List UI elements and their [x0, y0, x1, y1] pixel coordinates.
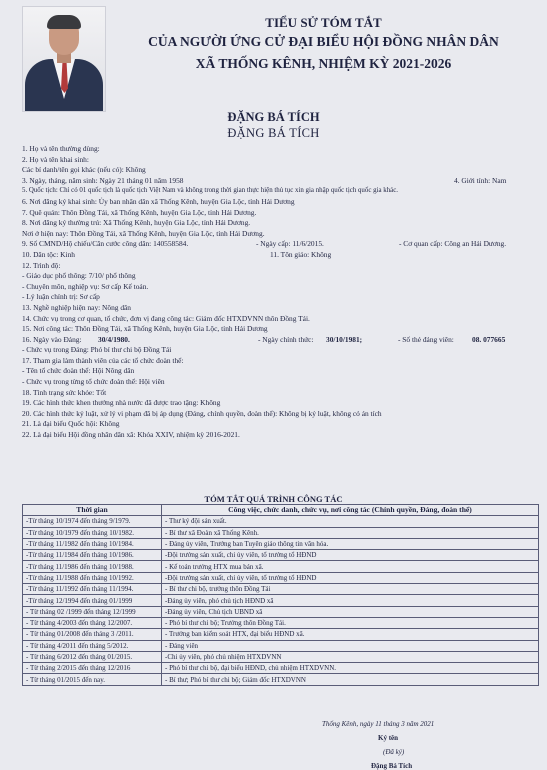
- history-cell-role: -Đảng ủy viên, phó chủ tịch HĐND xã: [162, 595, 539, 606]
- table-row: [23, 617, 539, 628]
- history-cell-role: - Phó bí thư chi bộ; Trưởng thôn Đồng Tái.: [162, 617, 539, 628]
- doc-title: TIỂU SỬ TÓM TẮT: [265, 15, 382, 30]
- field-hometown: 7. Quê quán: Thôn Đồng Tái, xã Thống Kênh, huyện Gia Lộc, tỉnh Hải Dương.: [22, 207, 257, 217]
- history-cell-time: - Từ tháng 2/2015 đến tháng 12/2016: [23, 663, 162, 674]
- history-header-row: [23, 505, 539, 516]
- history-cell-time: -Từ tháng 10/1974 đến tháng 9/1979.: [23, 516, 162, 527]
- table-row: [23, 663, 539, 674]
- table-row: [23, 516, 539, 527]
- field-party-card-label: - Số thẻ đảng viên:: [398, 334, 454, 344]
- history-col-role: Công việc, chức danh, chức vụ, nơi công tác (Chính quyền, Đảng, đoàn thể): [162, 505, 539, 516]
- history-cell-time: - Từ tháng 4/2003 đến tháng 12/2007.: [23, 617, 162, 628]
- field-awards: 19. Các hình thức khen thưởng nhà nước đã được trao tặng: Không: [22, 398, 221, 408]
- table-row: [23, 561, 539, 572]
- history-cell-role: -Chi ủy viên, phó chủ nhiệm HTXDVNN: [162, 651, 539, 662]
- table-row: [23, 640, 539, 651]
- field-id-number: 9. Số CMND/Hộ chiếu/Căn cước công dân: 140558584.: [22, 239, 189, 249]
- field-dob: 3. Ngày, tháng, năm sinh: Ngày 21 tháng 01 năm 1958: [22, 175, 184, 185]
- doc-subtitle: CỦA NGƯỜI ỨNG CỬ ĐẠI BIỂU HỘI ĐỒNG NHÂN DÂN: [148, 34, 499, 49]
- table-row: [23, 538, 539, 549]
- portrait-photo: [22, 6, 106, 112]
- history-cell-time: -Từ tháng 11/1982 đến tháng 10/1984.: [23, 538, 162, 549]
- history-col-time: Thời gian: [23, 505, 162, 516]
- field-party-join-label: 16. Ngày vào Đảng:: [22, 334, 82, 344]
- history-cell-time: -Từ tháng 12/1994 đến tháng 01/1999: [23, 595, 162, 606]
- table-row: [23, 651, 539, 662]
- field-organization-role: - Chức vụ trong từng tổ chức đoàn thể: Hội viên: [22, 377, 165, 387]
- field-occupation: 13. Nghề nghiệp hiện nay: Nông dân: [22, 302, 131, 312]
- field-party-join-date: 30/4/1980.: [98, 334, 130, 344]
- doc-subtitle-2: XÃ THỐNG KÊNH, NHIỆM KỲ 2021-2026: [195, 56, 452, 71]
- signature-label: Ký tên: [378, 734, 399, 742]
- field-gender: 4. Giới tính: Nam: [454, 175, 507, 185]
- field-birth-registration: 6. Nơi đăng ký khai sinh: Ủy ban nhân dân xã Thống Kênh, huyện Gia Lộc, tỉnh Hải Dương: [22, 196, 295, 206]
- field-workplace: 15. Nơi công tác: Thôn Đồng Tái, xã Thống Kênh, huyện Gia Lộc, tỉnh Hải Dương: [22, 324, 268, 334]
- field-ethnicity: 10. Dân tộc: Kinh: [22, 249, 75, 259]
- personal-info: [22, 144, 542, 441]
- field-party-card-number: 08. 077665: [472, 334, 506, 344]
- table-row: [23, 674, 539, 685]
- history-cell-time: - Từ tháng 6/2012 đến tháng 01/2015.: [23, 651, 162, 662]
- history-cell-time: - Từ tháng 01/2015 đến nay.: [23, 674, 162, 685]
- field-ethnicity-row: [22, 250, 542, 261]
- field-discipline: 20. Các hình thức kỷ luật, xử lý vi phạm đã bị áp dụng (Đảng, chính quyền, đoàn thể): Không bị kỷ luật, không có án tích: [22, 408, 382, 418]
- history-cell-time: -Từ tháng 11/1988 đến tháng 10/1992.: [23, 572, 162, 583]
- history-title: TÓM TẮT QUÁ TRÌNH CÔNG TÁC: [204, 494, 343, 504]
- field-health: 18. Tình trạng sức khỏe: Tốt: [22, 387, 107, 397]
- field-profession: - Chuyên môn, nghiệp vụ: Sơ cấp Kế toán.: [22, 281, 149, 291]
- table-row: [23, 595, 539, 606]
- history-cell-role: - Kế toán trưởng HTX mua bán xã.: [162, 561, 539, 572]
- table-row: [23, 606, 539, 617]
- history-cell-time: -Từ tháng 11/1992 đến tháng 11/1994.: [23, 584, 162, 595]
- history-cell-role: -Đội trưởng sản xuất, chi ủy viên, tổ trưởng tổ HĐND: [162, 572, 539, 583]
- field-aliases: Các bí danh/tên gọi khác (nếu có): Không: [22, 165, 146, 175]
- history-cell-role: - Đảng viên: [162, 640, 539, 651]
- field-education: 12. Trình độ:: [22, 260, 61, 270]
- field-common-name: 1. Họ và tên thường dùng:: [22, 144, 100, 153]
- history-cell-time: -Từ tháng 10/1979 đến tháng 10/1982.: [23, 527, 162, 538]
- field-political-theory: - Lý luận chính trị: Sơ cấp: [22, 292, 100, 302]
- history-body: [23, 516, 539, 685]
- candidate-name: ĐẶNG BÁ TÍCH: [227, 126, 320, 140]
- signature-note: (Đã ký): [383, 748, 405, 756]
- table-row: [23, 527, 539, 538]
- field-organization-name: - Tên tổ chức đoàn thể: Hội Nông dân: [22, 366, 135, 376]
- candidate-name-bold: ĐẶNG BÁ TÍCH: [227, 110, 320, 124]
- history-cell-role: - Đảng ủy viên, Trưởng ban Tuyên giáo thông tin văn hóa.: [162, 538, 539, 549]
- history-cell-role: - Bí thư xã Đoàn xã Thống Kênh.: [162, 527, 539, 538]
- table-row: [23, 550, 539, 561]
- field-birth-name: 2. Họ và tên khai sinh:: [22, 154, 89, 164]
- history-cell-time: -Từ tháng 11/1984 đến tháng 10/1986.: [23, 550, 162, 561]
- field-party-row: [22, 335, 542, 346]
- history-cell-time: - Từ tháng 01/2008 đến tháng 3 /2011.: [23, 629, 162, 640]
- field-id-row: [22, 239, 542, 250]
- field-national-assembly: 21. Là đại biểu Quốc hội: Không: [22, 419, 120, 429]
- field-party-position: - Chức vụ trong Đảng: Phó bí thư chi bộ Đồng Tái: [22, 345, 172, 355]
- field-council-term: 22. Là đại biểu Hội đồng nhân dân xã: Khóa XXIV, nhiệm kỳ 2016-2021.: [22, 430, 240, 440]
- history-cell-time: - Từ tháng 02 /1999 đến tháng 12/1999: [23, 606, 162, 617]
- history-cell-role: - Phó bí thư chi bộ, đại biểu HĐND, chủ nhiệm HTXDVNN.: [162, 663, 539, 674]
- field-religion: 11. Tôn giáo: Không: [270, 249, 332, 259]
- history-cell-role: - Thư ký đội sản xuất.: [162, 516, 539, 527]
- field-general-education: - Giáo dục phổ thông: 7/10/ phổ thông: [22, 271, 136, 281]
- history-table: [22, 504, 539, 686]
- field-organizations: 17. Tham gia làm thành viên của các tổ chức đoàn thể:: [22, 355, 184, 365]
- table-row: [23, 629, 539, 640]
- field-dob-row: [22, 176, 542, 187]
- field-id-issue-date: - Ngày cấp: 11/6/2015.: [256, 239, 324, 249]
- field-position: 14. Chức vụ trong cơ quan, tổ chức, đơn vị đang công tác: Giám đốc HTXDVNN thôn Đồng Tái.: [22, 313, 310, 323]
- history-cell-time: - Từ tháng 4/2011 đến tháng 5/2012.: [23, 640, 162, 651]
- field-id-issuer: - Cơ quan cấp: Công an Hải Dương.: [399, 239, 507, 249]
- history-cell-role: -Đội trưởng sản xuất, chi ủy viên, tổ trưởng tổ HĐND: [162, 550, 539, 561]
- signer-name: Đặng Bá Tích: [371, 762, 413, 770]
- field-current-residence: Nơi ở hiện nay: Thôn Đồng Tái, xã Thống Kênh, huyện Gia Lộc, tỉnh Hải Dương.: [22, 228, 265, 238]
- field-party-official-label: - Ngày chính thức:: [258, 334, 314, 344]
- field-nationality: 5. Quốc tịch: Chỉ có 01 quốc tịch là quốc tịch Việt Nam và không trong thời gian thực hiện thủ tục xin gia nhập quốc tịch quốc gia khác.: [22, 187, 398, 195]
- signature-place-date: Thống Kênh, ngày 11 tháng 3 năm 2021: [322, 720, 435, 728]
- table-row: [23, 584, 539, 595]
- field-permanent-residence: 8. Nơi đăng ký thường trú: Xã Thống Kênh, huyện Gia Lộc, tỉnh Hải Dương.: [22, 218, 251, 228]
- history-cell-role: - Bí thư chi bộ, trưởng thôn Đồng Tái: [162, 584, 539, 595]
- history-cell-role: -Đảng ủy viên, Chủ tịch UBND xã: [162, 606, 539, 617]
- table-row: [23, 572, 539, 583]
- field-party-official-date: 30/10/1981;: [326, 334, 363, 344]
- history-cell-time: -Từ tháng 11/1986 đến tháng 10/1988.: [23, 561, 162, 572]
- history-cell-role: - Trưởng ban kiểm soát HTX, đại biểu HĐND xã.: [162, 629, 539, 640]
- history-cell-role: - Bí thư; Phó bí thư chi bộ; Giám đốc HTXDVNN: [162, 674, 539, 685]
